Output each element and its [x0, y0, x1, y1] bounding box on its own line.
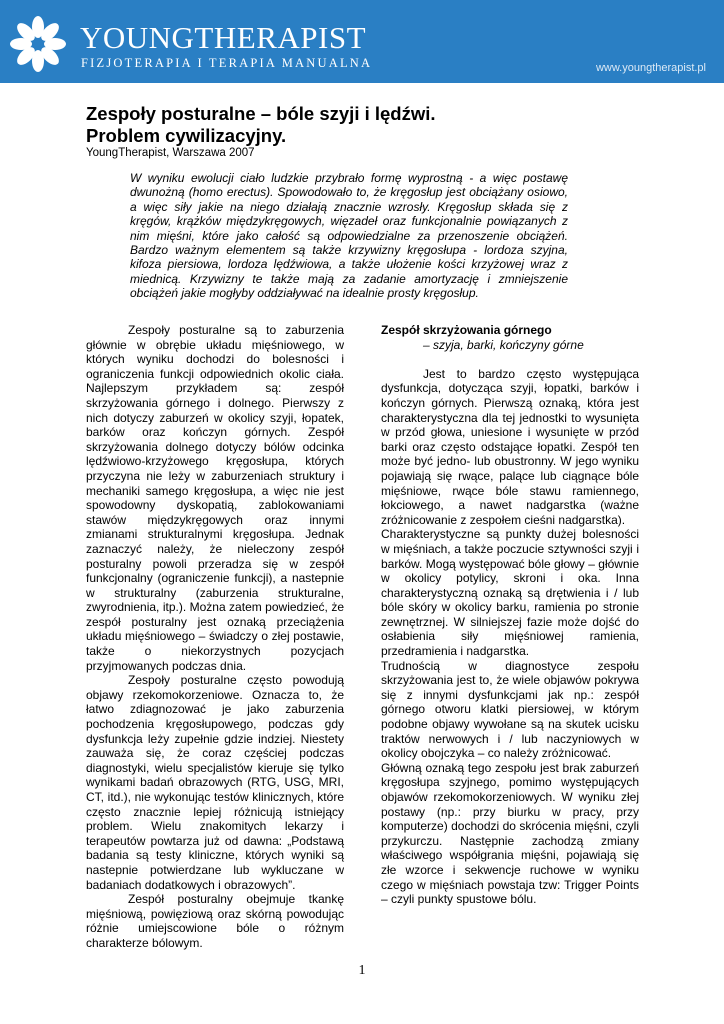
document-title-line2: Problem cywilizacyjny. [86, 125, 287, 146]
paragraph: Zespoły posturalne często powodują objawy rzekomokorzeniowe. Oznacza to, że łatwo zdiagnozować je jako zaburzenia pochodzenia kręgosłupowego, podczas gdy dysfunkcja leży zupełnie gdzie indziej. Niestety zauważa się, że coraz częściej podczas diagnostyki, wielu specjalistów kieruje się tylko wynikami badań obrazowych (RTG, USG, MRI, CT, itd.), nie wykonując testów klinicznych, które często znacznie lepiej różnicują istniejący problem. Wielu znakomitych lekarzy i terapeutów powtarza już od dawna: „Podstawą badania są testy kliniczne, których wyniki są nastepnie potwierdzane lub wykluczane w badaniach dodatkowych i obrazowych”. [86, 673, 344, 892]
paragraph: Główną oznaką tego zespołu jest brak zaburzeń kręgosłupa szyjnego, pomimo występujących objawów rzekomokorzeniowych. W wyniku złej postawy (np.: przy biurku w pracy, przy komputerze) dochodzi do skrócenia mięśni, czyli przykurczu. Następnie zachodzą zmiany właściwego współgrania mięśni, pojawiają się złe wzorce i sekwencje ruchowe w wyniku czego w mięśniach powstaja tzw: Trigger Points – czyli punkty spustowe bólu. [381, 760, 639, 907]
section-subheading: – szyja, barki, kończyny górne [423, 337, 584, 352]
section-heading: Zespół skrzyżowania górnego [381, 323, 552, 337]
left-column [86, 323, 344, 951]
document-title-line1: Zespoły posturalne – bóle szyji i lędźwi. [86, 103, 436, 124]
paragraph: Zespół posturalny obejmuje tkankę mięśniową, powięziową oraz skórną powodując różnie umiejscowione bóle o różnym charakterze bólowym. [86, 892, 344, 950]
brand-title: YOUNGTHERAPIST [80, 20, 366, 55]
brand-subtitle: FIZJOTERAPIA I TERAPIA MANUALNA [81, 56, 373, 70]
page-number: 1 [358, 963, 366, 978]
document-author: YoungTherapist, Warszawa 2007 [86, 147, 255, 159]
flower-logo-icon [8, 14, 68, 74]
paragraph: Zespoły posturalne są to zaburzenia głównie w obrębie układu mięśniowego, w których wyniku dochodzi do bolesności i ograniczenia funkcji odpowiednich okolic ciała. Najlepszym przykładem są: zespół skrzyżowania górnego i dolnego. Pierwszy z nich dotyczy zaburzeń w okolicy szyji, łopatek, barków oraz kończyn górnych. Zespół skrzyżowania dolnego dotyczy bólów odcinka lędźwiowo-krzyżowego kręgosłupa, których przyczyna nie leży w zaburzeniach struktury i mechaniki samego kręgosłupa, a więc nie jest spowodowny dyskopatią, zablokowaniami stawów międzykręgowych oraz innymi zmianami strukturalnymi kręgosłupa. Jednak zaznaczyć należy, że nieleczony zespół posturalny powoli przeradza się w zespół funkcjonalny (ograniczenie funkcji), a nastepnie w strukturalny (zaburzenia strukturalne, zwyrodnienia, itp.). Można zatem powiedzieć, że zespół posturalny jest oznaką przeciążenia układu mięśniowego – świadczy o złej postawie, także o niekorzystnych pozycjach przyjmowanych podczas dnia. [86, 323, 344, 673]
website-link[interactable]: www.youngtherapist.pl [595, 62, 706, 74]
spacer [381, 352, 639, 367]
paragraph: Trudnością w diagnostyce zespołu skrzyżowania jest to, że wiele objawów pokrywa się z innymi dysfunkcjami jak np.: zespół górnego otworu klatki piersiowej, w którym podobne objawy wywołane są na skutek ucisku traktów nerwowych i / lub naczyniowych w okolicy obojczyka – co należy zróżnicować. [381, 658, 639, 761]
document-title [86, 103, 646, 147]
abstract: W wyniku ewolucji ciało ludzkie przybrało formę wyprostną - a więc postawę dwunożną (homo erectus). Spowodowało to, że kręgosłup jest obciążany osiowo, a więc siły jakie na niego działają znacznie wzrosły. Kręgosłup składa się z kręgów, krążków międzykręgowych, więzadeł oraz funkcjonalnie powiązanych z nim mięśni, które jako całość są odpowiedzialne za przenoszenie obciążeń. Bardzo ważnym elementem są także krzywizny kręgosłupa - lordoza szyjna, kifoza piersiowa, lordoza lędźwiowa, a także ułożenie kości krzyżowej wraz z miednicą. Krzywizny te także mają za zadanie amortyzację i zmniejszenie obciążeń jakie mogłyby oddziaływać na idealnie prosty kręgosłup. [130, 171, 568, 301]
paragraph: Charakterystyczne są punkty dużej bolesności w mięśniach, a także poczucie sztywności szyji i barków. Mogą występować bóle głowy – głównie w okolicy potylicy, skroni i oka. Inna charakterystyczną oznaką są drętwienia i / lub bóle skóry w okolicy barku, ramienia po stronie zewnętrznej. W silniejszej fazie może dojść do osłabienia siły mięśniowej ramienia, przedramienia i nadgarstka. [381, 527, 639, 659]
header-banner [0, 0, 724, 83]
right-column [381, 323, 639, 907]
paragraph: Jest to bardzo często występująca dysfunkcja, dotycząca szyji, łopatki, barków i kończyn górnych. Pierwszą oznaką, która jest charakterystyczna dla tej jednostki to wysunięta w przód głowa, uniesione i wysunięte w przód barki oraz często odstające łopatki. Zespół ten może być jedno- lub obustronny. W jego wyniku pojawiają się rwące, palące lub ciągnące bóle mięśniowe, rwące bóle stawu ramiennego, łokciowego, a nawet nadgarstka (ważne zróżnicowanie z zespołem cieśni nadgarstka). [381, 366, 639, 527]
